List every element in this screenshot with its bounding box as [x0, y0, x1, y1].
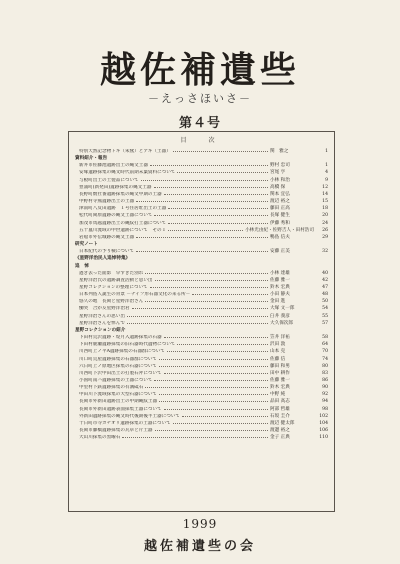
toc-leader-dots — [155, 427, 268, 431]
toc-leader-dots — [141, 177, 268, 181]
toc-entry-page: 24 — [322, 220, 328, 226]
toc-entry-author: 大塚 文一郎 — [270, 306, 295, 312]
toc-entry-page: 18 — [322, 206, 328, 212]
toc-leader-dots — [164, 334, 268, 338]
toc-entry-author: 宮尾 亨 — [270, 170, 286, 176]
toc-entry — [75, 377, 328, 384]
toc-entry-page: 94 — [322, 399, 328, 405]
toc-entry-page: 83 — [322, 370, 328, 376]
toc-entry — [75, 270, 328, 277]
toc-entry-author: 安藤 正美 — [270, 249, 290, 255]
toc-entry-title: 長野町数社番遺跡採集の縄文中期の土器 — [79, 191, 162, 197]
toc-entry-page: 102 — [319, 413, 328, 419]
toc-entry-author: 伊藤 秀和 — [270, 220, 290, 226]
toc-leader-dots — [192, 291, 268, 295]
toc-entry-author: 佐藤 雅一 — [270, 277, 290, 283]
toc-entry-author: 渡辺 健太郎 — [270, 420, 295, 426]
toc-entry-title: 日本紀代の予り検について — [79, 249, 135, 255]
toc-entry-page: 9 — [325, 177, 328, 183]
toc-leader-dots — [177, 341, 268, 345]
toc-leader-dots — [136, 248, 268, 252]
toc-entry-page: 104 — [319, 420, 328, 426]
publication-year: 1999 — [182, 517, 218, 531]
toc-entry-author: 小林 達雄 — [270, 270, 290, 276]
toc-entry — [75, 334, 328, 341]
toc-entry-author: 大久保次郎 — [270, 320, 293, 326]
toc-entry-page: 110 — [319, 435, 328, 441]
toc-entry-title: 十日町市寺カチオリ遺跡採集の土器について — [79, 420, 171, 426]
publisher-name: 越佐補遺些の会 — [143, 539, 256, 554]
toc-entry-title: 六日町上ノ原地区採集の石器について — [79, 363, 158, 369]
toc-entry-author: 阿部 哲雄 — [270, 406, 290, 412]
toc-entry — [75, 384, 328, 391]
toc-entry-author: 品田 高志 — [270, 399, 290, 405]
toc-entry-page: 55 — [322, 313, 328, 319]
toc-entry-title: 松代町岡原遺跡の縄文土器について — [79, 213, 153, 219]
toc-entry-title: 小国町南ハ遺跡採集の土器について — [79, 378, 153, 383]
toc-entry-author: 沢田 敦 — [270, 342, 286, 348]
toc-entry-title: 岩船市外伝城跡の縄文土器 — [79, 234, 135, 240]
toc-entry-title: 安塚遺跡採集の縄文時代前期末葉資料について — [79, 170, 176, 176]
toc-entry-title: 長岡市外新田遺跡出土の中期縄紋土器 — [79, 399, 158, 405]
toc-leader-dots — [168, 205, 268, 209]
toc-entry-title: 加茂市馬越遺跡出土の縄紋打土器について — [79, 220, 167, 226]
toc-leader-dots — [164, 370, 268, 374]
toc-leader-dots — [168, 227, 243, 231]
toc-entry-title: 川西町上ノ平A遺跡採集の石器群について — [79, 349, 165, 355]
toc-entry — [75, 370, 328, 377]
toc-leader-dots — [136, 234, 268, 238]
toc-entry — [75, 169, 328, 176]
toc-entry — [75, 348, 328, 355]
toc-entry — [75, 363, 328, 370]
toc-entry-page: 92 — [322, 392, 328, 398]
toc-entry-author: 藤田 正高 — [270, 206, 290, 212]
toc-entry-author: 鴨島 信夫 — [270, 234, 290, 240]
toc-entry — [75, 227, 328, 234]
toc-entry — [75, 177, 328, 184]
toc-entry-author: 藤田 和男 — [270, 363, 290, 369]
toc-entry — [75, 234, 328, 241]
toc-entry — [75, 298, 328, 305]
toc-entry-title: 新井市佐藤池遺跡出土の縄文土器 — [79, 163, 148, 169]
toc-leader-dots — [127, 313, 268, 317]
toc-section-heading: 《星野洋治民人追悼特集》 — [75, 256, 131, 262]
toc-entry-author: 関本 宜弘 — [270, 191, 290, 197]
toc-leader-dots — [145, 384, 268, 388]
toc-entry-author: 佐藤 信 — [270, 356, 286, 362]
toc-leader-dots — [150, 284, 268, 288]
toc-entry — [75, 356, 328, 363]
toc-entry — [75, 391, 328, 398]
toc-entry — [75, 148, 328, 155]
toc-leader-dots — [177, 169, 268, 173]
toc-section-heading: 資料紹介・報告 — [75, 156, 108, 162]
toc-entry-page: 98 — [322, 406, 328, 412]
toc-entry-title: 五十嵐川流域の中世遺跡について その１ — [79, 227, 167, 233]
toc-entry-page: 14 — [322, 191, 328, 197]
toc-entry — [75, 277, 328, 284]
toc-entry-page: 57 — [322, 320, 328, 326]
toc-leader-dots — [159, 356, 268, 360]
toc-entry-title: 津南町八反田遺跡 １号住居址出土の土器 — [79, 206, 167, 212]
toc-leader-dots — [145, 298, 268, 302]
toc-leader-dots — [136, 198, 268, 202]
toc-entry — [75, 320, 328, 327]
toc-leader-dots — [127, 320, 268, 324]
toc-entry — [75, 284, 328, 291]
toc-entry-author: 関 雅之 — [270, 149, 289, 154]
toc-entry-title: 外新田遺跡採集の縄文時代後期後半土器について — [79, 413, 180, 419]
toc-entry-title: 悠久の地 長岡と星野洋治さん — [79, 299, 144, 305]
toc-entry-title: 星野洋治さんを悼んで — [79, 320, 125, 326]
toc-section-heading: 星野コレクションの紹介 — [75, 327, 126, 333]
toc-leader-dots — [122, 434, 268, 438]
toc-leader-dots — [159, 391, 268, 395]
toc-entry-author: 小田 静夫 — [270, 292, 290, 298]
journal-subtitle: －えっさほいさ－ — [148, 92, 252, 105]
toc-entry-page: 48 — [322, 292, 328, 298]
toc-leader-dots — [145, 270, 268, 274]
toc-entry — [75, 406, 328, 413]
toc-entry-page: 106 — [319, 428, 328, 434]
toc-entry — [75, 413, 328, 420]
toc-entry — [75, 212, 328, 219]
toc-entry-title: 下田村鹿瀬遺跡採集の旧石器時代遺物について — [79, 342, 176, 348]
toc-entry — [75, 434, 328, 441]
toc-leader-dots — [164, 191, 268, 195]
toc-entry — [75, 341, 328, 348]
toc-entry-author: 小林 和治 — [270, 177, 290, 183]
toc-entry — [75, 184, 328, 191]
toc-section-heading: 研究ノート — [75, 242, 98, 248]
toc-entry-page: 58 — [322, 335, 328, 341]
issue-number: 第４号 — [178, 116, 221, 131]
toc-entry-page: 32 — [322, 249, 328, 255]
toc-entry-author: 佐藤 雅一 — [270, 378, 290, 383]
toc-entry-title: 長岡市藤橋遺跡採集の瓦草と片土器 — [79, 428, 153, 434]
toc-entry-page: 12 — [322, 184, 328, 190]
toc-entry-title: 中田川下流域採集の大型石器について — [79, 392, 158, 398]
toc-entry-page: 40 — [322, 270, 328, 276]
toc-entry — [75, 427, 328, 434]
toc-entry-author: 鈴木 宏典 — [270, 385, 290, 391]
toc-entry-author: 長塚 健生 — [270, 213, 290, 219]
toc-entry-page: 47 — [322, 284, 328, 290]
journal-title: 越佐補遺些 — [99, 49, 300, 91]
toc-entry-page: 1 — [325, 149, 328, 154]
toc-entry-page: 70 — [322, 349, 328, 355]
table-of-contents — [68, 131, 335, 512]
toc-entry-author: 小林光由紀・佐野吉人・田村浩司 — [245, 227, 314, 233]
toc-entry — [75, 420, 328, 427]
toc-leader-dots — [132, 305, 268, 309]
toc-entry — [75, 198, 328, 205]
toc-entry-title: 星野洋治氏の遺跡調査活動と思い出 — [79, 277, 153, 283]
toc-leader-dots — [155, 277, 268, 281]
toc-entry-title: 豊浦町(新発田)遺跡採集の縄文土器 — [79, 184, 152, 190]
toc-entry-title: 特別天然記念物トキ（朱鷺）とアキ（土器） — [79, 149, 171, 154]
toc-heading: 目 次 — [180, 137, 223, 144]
toc-entry-page: 90 — [322, 385, 328, 391]
toc-entry-author: 臼井 義彦 — [270, 313, 290, 319]
toc-leader-dots — [164, 406, 268, 410]
toc-leader-dots — [173, 420, 268, 424]
toc-entry-page: 42 — [322, 277, 328, 283]
toc-entry-page: 64 — [322, 342, 328, 348]
toc-entry-page: 20 — [322, 213, 328, 219]
toc-entry-author: 田中 耕作 — [270, 370, 290, 376]
toc-leader-dots — [167, 348, 268, 352]
toc-entry — [75, 220, 328, 227]
toc-entry-title: 過ぎ去った面影 早すぎた別れ — [79, 270, 144, 276]
toc-entry — [75, 313, 328, 320]
toc-entry-page: 15 — [322, 199, 328, 205]
toc-entry-page: 74 — [322, 356, 328, 362]
toc-entry-author: 金子 正典 — [270, 435, 290, 441]
toc-leader-dots — [154, 377, 268, 381]
toc-entry — [75, 398, 328, 405]
toc-entry-author: 中野 純 — [270, 392, 286, 398]
toc-entry-title: 下田村荒沢遺跡・堤月入遺跡採集の石器 — [79, 335, 162, 341]
toc-leader-dots — [154, 184, 269, 188]
toc-entry-title: 長岡市外新田遺跡表面採集土器について — [79, 406, 162, 412]
toc-entry — [75, 248, 328, 255]
toc-entry — [75, 291, 328, 298]
toc-entry-author: 野村 忠司 — [270, 163, 290, 169]
toc-entry-author: 金田 進 — [270, 299, 286, 305]
toc-leader-dots — [168, 220, 268, 224]
toc-entry-author: 渡邊 裕之 — [270, 428, 290, 434]
toc-entry — [75, 305, 328, 312]
toc-entry — [75, 191, 328, 198]
toc-entry — [75, 162, 328, 169]
toc-entry-page: 1 — [325, 163, 328, 169]
toc-leader-dots — [154, 212, 268, 216]
toc-entry-page: 50 — [322, 299, 328, 305]
toc-list — [75, 148, 328, 441]
toc-entry-author: 山本 克 — [270, 349, 286, 355]
toc-entry-title: 日本列島人誕生の背景 －ナイフ形石器文化の来る所－ — [79, 292, 191, 298]
toc-leader-dots — [159, 398, 268, 402]
toc-entry-author: 渡辺 裕之 — [270, 199, 290, 205]
toc-entry-page: 29 — [322, 234, 328, 240]
toc-entry-title: 川口町荒屋遺跡採集の石器群について — [79, 356, 158, 362]
toc-entry-author: 高橋 保 — [270, 184, 286, 190]
toc-entry-author: 笠井 洋祐 — [270, 335, 290, 341]
toc-entry-title: 与板町出土の土製品について — [79, 177, 139, 183]
toc-entry-title: 中里村下鉄遺跡採集の有溝砥石 — [79, 385, 144, 391]
toc-entry-title: 慟哭 合が友星野洋治君 — [79, 306, 130, 312]
toc-leader-dots — [159, 363, 268, 367]
toc-section-heading: 追 悼 — [75, 263, 89, 269]
toc-entry-page: 80 — [322, 363, 328, 369]
toc-entry-page: 26 — [322, 227, 328, 233]
toc-entry-title: 星野洋治さんの思い出 — [79, 313, 125, 319]
toc-entry-page: 4 — [325, 170, 328, 176]
toc-entry-page: 54 — [322, 306, 328, 312]
toc-leader-dots — [173, 148, 268, 152]
toc-entry-title: 中野村寺熊遺跡出土の土器 — [79, 199, 135, 205]
toc-entry-author: 鈴木 宏典 — [270, 284, 290, 290]
toc-entry-title: 大山川採集の黒曜石 — [79, 435, 121, 441]
toc-entry — [75, 205, 328, 212]
toc-entry-title: 川西町下沢中田出土の打製石斧について — [79, 370, 162, 376]
toc-leader-dots — [150, 162, 268, 166]
toc-entry-page: 86 — [322, 378, 328, 383]
toc-leader-dots — [182, 413, 268, 417]
toc-entry-title: 星野コレクションの整理について — [79, 284, 148, 290]
toc-entry-author: 石坂 圭介 — [270, 413, 290, 419]
